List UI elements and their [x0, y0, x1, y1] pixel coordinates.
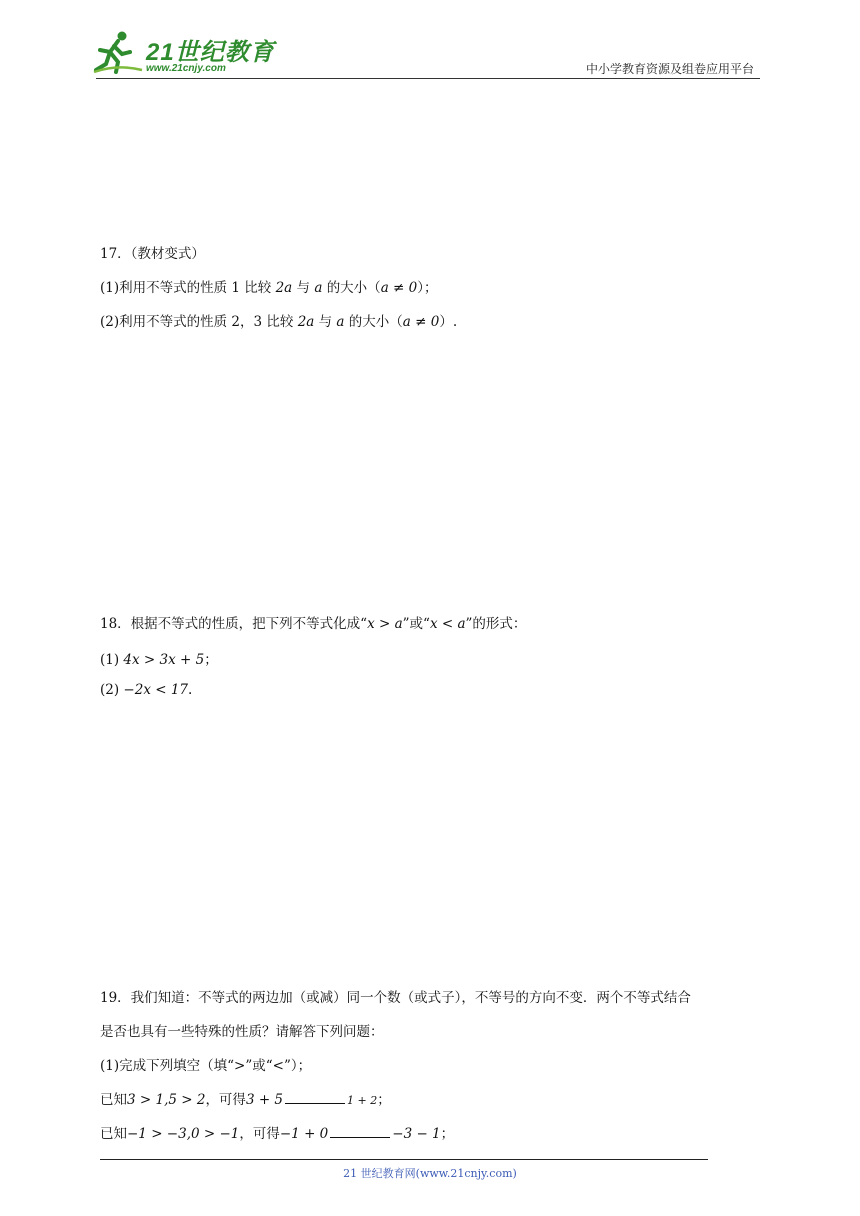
q18-part2: [100, 682, 192, 698]
q19-ex1-left: 3 + 5: [245, 1092, 284, 1108]
q18-part2-label: (2): [100, 682, 120, 698]
q17-part1-text-a: (1)利用不等式的性质 1 比较: [100, 280, 272, 296]
q19-ex1-text-a: 已知: [100, 1092, 127, 1108]
logo: [92, 30, 275, 80]
q18-part1-label: (1): [100, 652, 120, 668]
q17-part1-condition: a ≠ 0: [380, 280, 418, 296]
header-divider: [96, 78, 760, 79]
q18-title-c: ”的形式：: [465, 616, 527, 632]
q19-ex2-text-a: 已知: [100, 1126, 127, 1142]
q19-line1: 19．我们知道：不等式的两边加（或减）同一个数（或式子），不等号的方向不变．两个不等式结合: [100, 990, 691, 1006]
q19-example2: [100, 1122, 454, 1142]
q17-part1-text-d: ）；: [417, 280, 438, 296]
q19-ex1-given: 3 > 1,5 > 2: [127, 1092, 206, 1108]
q17-part2-expr1: 2a: [297, 314, 315, 330]
q18-form2: x < a: [429, 616, 466, 632]
q19-ex1-text-b: ，可得: [205, 1092, 246, 1108]
q17-part2-condition: a ≠ 0: [402, 314, 440, 330]
q18-title-b: ”或“: [402, 616, 430, 632]
q19-ex2-left: −1 + 0: [279, 1126, 329, 1142]
q18-form1: x > a: [367, 616, 403, 632]
q18-part2-end: .: [188, 682, 193, 698]
q19-ex1-right: 1 + 2: [347, 1094, 378, 1107]
q19-ex2-text-b: ，可得: [239, 1126, 280, 1142]
q17-part2-text-b: 与: [318, 314, 333, 330]
q17-part1-expr1: 2a: [275, 280, 293, 296]
q17-part1-text-c: 的大小（: [326, 280, 381, 296]
q17-part1-expr2: a: [314, 280, 323, 296]
q19-ex1-end: ；: [377, 1092, 391, 1108]
q17-part2-text-d: ）.: [439, 314, 458, 330]
q18-part2-expr: −2x < 17: [123, 682, 189, 698]
q17-part1-text-b: 与: [296, 280, 311, 296]
q18-title: [100, 612, 526, 632]
q17-part2-text-c: 的大小（: [348, 314, 403, 330]
q19-ex2-given: −1 > −3,0 > −1: [127, 1126, 240, 1142]
q17-part2: [100, 310, 457, 330]
q19-example1: [100, 1088, 391, 1108]
footer-text: 21 世纪教育网(www.21cnjy.com): [343, 1167, 517, 1180]
q19-ex2-blank[interactable]: [330, 1125, 390, 1138]
platform-name: 中小学教育资源及组卷应用平台: [585, 62, 754, 76]
q19-line2: 是否也具有一些特殊的性质？请解答下列问题：: [100, 1024, 384, 1040]
q19-ex2-right: −3 − 1: [392, 1126, 441, 1142]
q17-part1: [100, 276, 437, 296]
logo-title: 21世纪教育: [146, 39, 275, 66]
q17-part2-text-a: (2)利用不等式的性质 2，3 比较: [100, 314, 294, 330]
q17-title: 17．（教材变式）: [100, 246, 205, 262]
footer-divider: [100, 1159, 708, 1160]
q18-title-a: 18．根据不等式的性质，把下列不等式化成“: [100, 616, 368, 632]
logo-url: www.21cnjy.com: [146, 63, 226, 74]
q18-part1: [100, 648, 218, 668]
q19-ex1-blank[interactable]: [285, 1091, 345, 1104]
q18-part1-end: ；: [204, 652, 218, 668]
q19-ex2-end: ；: [440, 1126, 455, 1142]
q19-line3: (1)完成下列填空（填“>”或“<”）；: [100, 1058, 312, 1074]
q18-part1-expr: 4x > 3x + 5: [123, 652, 205, 668]
runner-logo-icon: [92, 30, 144, 74]
page-header: [0, 0, 860, 80]
q17-part2-expr2: a: [336, 314, 345, 330]
